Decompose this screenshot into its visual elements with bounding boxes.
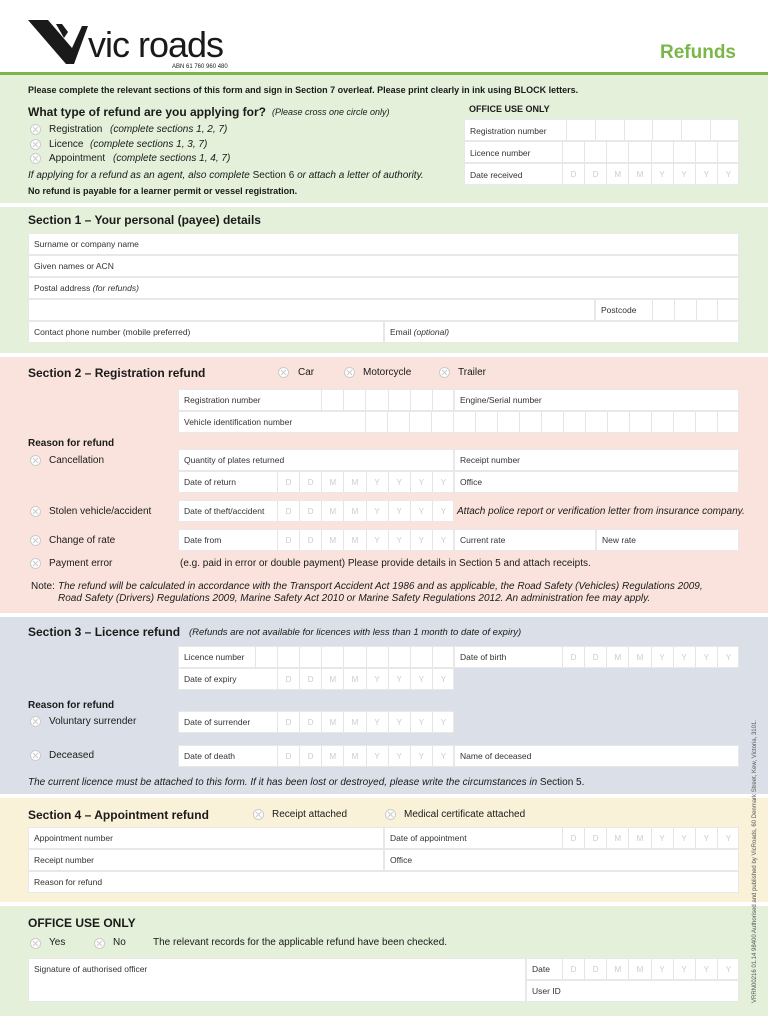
date-of-death-input[interactable]: Date of death D D M M Y Y Y Y xyxy=(178,745,454,767)
officer-signature-input[interactable]: Signature of authorised officer xyxy=(28,958,526,1002)
payment-error-label: Payment error xyxy=(49,558,113,569)
abn: ABN 61 760 960 480 xyxy=(172,64,228,70)
date-cell[interactable]: M xyxy=(343,669,365,689)
date-cell[interactable]: D xyxy=(562,959,584,979)
date-cell[interactable]: M xyxy=(321,501,343,521)
payment-error-note: (e.g. paid in error or double payment) Please provide details in Section 5 and attach receipts. xyxy=(180,558,591,569)
date-cell[interactable]: D xyxy=(584,647,606,667)
date-cell[interactable]: M xyxy=(628,164,650,184)
radio-voluntary-surrender[interactable] xyxy=(30,716,41,727)
date-cell[interactable]: Y xyxy=(651,164,673,184)
date-cell[interactable]: Y xyxy=(695,164,717,184)
option-licence-label: Licence xyxy=(49,139,84,150)
date-cell[interactable]: Y xyxy=(432,530,454,550)
appointment-number-input[interactable]: Appointment number xyxy=(28,827,384,849)
date-cell[interactable]: Y xyxy=(366,530,388,550)
section-1-title: Section 1 – Your personal (payee) details xyxy=(28,213,261,227)
date-cell[interactable]: D xyxy=(277,501,299,521)
receipt-number-input[interactable]: Receipt number xyxy=(454,449,739,471)
date-of-theft-input[interactable]: Date of theft/accident D D M M Y Y Y Y xyxy=(178,500,454,522)
date-cell[interactable]: D xyxy=(562,828,584,848)
radio-cancellation[interactable] xyxy=(30,455,41,466)
date-cell[interactable]: M xyxy=(343,501,365,521)
yes-label: Yes xyxy=(49,937,66,948)
date-cell[interactable]: Y xyxy=(651,828,673,848)
date-cell[interactable]: D xyxy=(584,164,606,184)
form-title: Refunds xyxy=(660,42,736,63)
radio-stolen[interactable] xyxy=(30,506,41,517)
s2-note-line1: The refund will be calculated in accordance with the Transport Accident Act 1986 and as applicable, the Road Safety (Vehicles) Regulations 2009, xyxy=(58,581,703,592)
side-print-code: VRRN00216 01.14 98400 Authorised and published by VicRoads, 60 Denmark Street, Kew, Victoria, 3101. xyxy=(752,720,758,1003)
section-2-title: Section 2 – Registration refund xyxy=(28,366,206,380)
date-cell[interactable]: Y xyxy=(695,828,717,848)
radio-deceased[interactable] xyxy=(30,750,41,761)
radio-appointment[interactable] xyxy=(30,153,41,164)
date-cell[interactable]: Y xyxy=(388,530,410,550)
s2-reason-heading: Reason for refund xyxy=(28,438,115,449)
date-cell[interactable]: Y xyxy=(717,647,739,667)
vicroads-logo xyxy=(28,20,238,72)
date-of-return-input[interactable]: Date of return D D M M Y Y Y Y xyxy=(178,471,454,493)
date-cell[interactable]: Y xyxy=(410,501,432,521)
voluntary-surrender-label: Voluntary surrender xyxy=(49,716,137,727)
change-of-rate-label: Change of rate xyxy=(49,535,116,546)
date-cell[interactable]: Y xyxy=(673,647,695,667)
office-registration-field[interactable]: Registration number xyxy=(464,119,739,141)
office-date-input[interactable]: Date D D M M Y Y Y Y xyxy=(526,958,739,980)
date-cell[interactable]: Y xyxy=(432,746,454,766)
office-use-title-bottom: OFFICE USE ONLY xyxy=(28,916,136,930)
date-cell[interactable]: Y xyxy=(432,501,454,521)
cancellation-label: Cancellation xyxy=(49,455,105,466)
date-cell[interactable]: M xyxy=(321,746,343,766)
radio-no[interactable] xyxy=(94,938,105,949)
current-rate-input[interactable]: Current rate xyxy=(454,529,596,551)
refund-type-hint: (Please cross one circle only) xyxy=(272,107,390,117)
date-cell[interactable]: Y xyxy=(410,712,432,732)
agent-note: If applying for a refund as an agent, also complete Section 6 or attach a letter of authority. xyxy=(28,170,424,181)
date-cell[interactable]: M xyxy=(628,828,650,848)
date-cell[interactable]: D xyxy=(277,472,299,492)
option-registration-label: Registration xyxy=(49,124,103,135)
date-cell[interactable]: Y xyxy=(651,959,673,979)
instructions: Please complete the relevant sections of this form and sign in Section 7 overleaf. Please print clearly in ink using BLOCK letters. xyxy=(28,85,579,95)
name-of-deceased-input[interactable]: Name of deceased xyxy=(454,745,739,767)
date-of-surrender-input[interactable]: Date of surrender D D M M Y Y Y Y xyxy=(178,711,454,733)
date-cell[interactable]: M xyxy=(321,669,343,689)
date-cell[interactable]: Y xyxy=(717,959,739,979)
section-3-title: Section 3 – Licence refund xyxy=(28,625,181,639)
office-licence-field[interactable]: Licence number xyxy=(464,141,739,163)
medical-certificate-label: Medical certificate attached xyxy=(404,809,526,820)
date-cell[interactable]: M xyxy=(606,828,628,848)
date-cell[interactable]: Y xyxy=(695,647,717,667)
date-cell[interactable]: M xyxy=(321,530,343,550)
date-cell[interactable]: D xyxy=(562,647,584,667)
date-cell[interactable]: Y xyxy=(388,669,410,689)
date-cell[interactable]: Y xyxy=(388,472,410,492)
date-cell[interactable]: Y xyxy=(651,647,673,667)
refund-type-question: What type of refund are you applying for? xyxy=(28,105,267,119)
date-cell[interactable]: Y xyxy=(410,669,432,689)
motorcycle-label: Motorcycle xyxy=(363,367,412,378)
office-input[interactable]: Office xyxy=(454,471,739,493)
office-date-received-field[interactable]: Date received D D M M Y Y Y Y xyxy=(464,163,739,185)
appointment-date-input[interactable]: Date of appointment D D M M Y Y Y Y xyxy=(384,827,739,849)
date-cell[interactable]: M xyxy=(343,712,365,732)
radio-medical-certificate[interactable] xyxy=(385,809,396,820)
date-cell[interactable]: M xyxy=(628,647,650,667)
radio-motorcycle[interactable] xyxy=(344,367,355,378)
date-cell[interactable]: Y xyxy=(695,959,717,979)
stolen-label: Stolen vehicle/accident xyxy=(49,506,152,517)
date-cell[interactable]: Y xyxy=(366,472,388,492)
radio-receipt-attached[interactable] xyxy=(253,809,264,820)
no-refund-note: No refund is payable for a learner permit or vessel registration. xyxy=(28,186,298,196)
postal-address-input[interactable]: Postal address (for refunds) xyxy=(28,277,739,299)
new-rate-input[interactable]: New rate xyxy=(596,529,739,551)
no-label: No xyxy=(113,937,126,948)
option-appointment-label: Appointment xyxy=(49,153,106,164)
option-appointment-hint: (complete sections 1, 4, 7) xyxy=(113,153,231,164)
registration-number-input[interactable]: Registration number xyxy=(178,389,454,411)
radio-registration[interactable] xyxy=(30,124,41,135)
deceased-label: Deceased xyxy=(49,750,95,761)
date-cell[interactable]: D xyxy=(299,669,321,689)
s3-reason-heading: Reason for refund xyxy=(28,700,115,711)
date-cell[interactable]: Y xyxy=(366,501,388,521)
date-cell[interactable]: Y xyxy=(432,669,454,689)
date-of-expiry-input[interactable]: Date of expiry D D M M Y Y Y Y xyxy=(178,668,454,690)
postcode-input[interactable]: Postcode xyxy=(595,299,739,321)
date-cell[interactable]: D xyxy=(277,712,299,732)
email-input[interactable]: Email (optional) xyxy=(384,321,739,343)
section-3-band xyxy=(0,617,768,794)
date-cell[interactable]: D xyxy=(562,164,584,184)
date-cell[interactable]: Y xyxy=(410,530,432,550)
vicroads-logo-mark-icon xyxy=(28,20,90,66)
date-cell[interactable]: Y xyxy=(673,959,695,979)
records-checked-note: The relevant records for the applicable refund have been checked. xyxy=(153,937,448,948)
radio-yes[interactable] xyxy=(30,938,41,949)
date-cell[interactable]: M xyxy=(606,164,628,184)
date-cell[interactable]: Y xyxy=(410,472,432,492)
date-cell[interactable]: Y xyxy=(366,712,388,732)
date-cell[interactable]: Y xyxy=(432,712,454,732)
date-cell[interactable]: Y xyxy=(717,164,739,184)
date-cell[interactable]: Y xyxy=(388,501,410,521)
brand-name: vic roads xyxy=(88,24,224,65)
car-label: Car xyxy=(298,367,315,378)
date-cell[interactable]: D xyxy=(277,530,299,550)
date-cell[interactable]: M xyxy=(343,530,365,550)
phone-input[interactable]: Contact phone number (mobile preferred) xyxy=(28,321,384,343)
date-cell[interactable]: Y xyxy=(673,164,695,184)
date-cell[interactable]: M xyxy=(606,647,628,667)
date-cell[interactable]: D xyxy=(277,746,299,766)
date-cell[interactable]: D xyxy=(299,746,321,766)
date-from-input[interactable]: Date from D D M M Y Y Y Y xyxy=(178,529,454,551)
given-names-input[interactable]: Given names or ACN xyxy=(28,255,739,277)
plates-returned-input[interactable]: Quantity of plates returned xyxy=(178,449,454,471)
date-of-birth-input[interactable]: Date of birth D D M M Y Y Y Y xyxy=(454,646,739,668)
office-use-title-top: OFFICE USE ONLY xyxy=(469,104,550,114)
date-cell[interactable]: Y xyxy=(366,746,388,766)
date-cell[interactable]: M xyxy=(343,472,365,492)
date-cell[interactable]: M xyxy=(606,959,628,979)
trailer-label: Trailer xyxy=(458,367,486,378)
date-cell[interactable]: Y xyxy=(366,669,388,689)
section-3-note: The current licence must be attached to this form. If it has been lost or destroyed, please write the circumstances in Section 5. xyxy=(28,777,585,788)
s4-office-input[interactable]: Office xyxy=(384,849,739,871)
receipt-attached-label: Receipt attached xyxy=(272,809,348,820)
s4-reason-input[interactable]: Reason for refund xyxy=(28,871,739,893)
radio-trailer[interactable] xyxy=(439,367,450,378)
s4-receipt-number-input[interactable]: Receipt number xyxy=(28,849,384,871)
date-cell[interactable]: D xyxy=(299,472,321,492)
s2-note-label: Note: xyxy=(31,581,55,592)
radio-licence[interactable] xyxy=(30,139,41,150)
option-registration-hint: (complete sections 1, 2, 7) xyxy=(110,124,228,135)
date-cell[interactable]: M xyxy=(321,712,343,732)
engine-serial-input[interactable]: Engine/Serial number xyxy=(454,389,739,411)
radio-change-of-rate[interactable] xyxy=(30,535,41,546)
date-cell[interactable]: D xyxy=(299,530,321,550)
date-cell[interactable]: D xyxy=(277,669,299,689)
surname-input[interactable]: Surname or company name xyxy=(28,233,739,255)
licence-number-input[interactable]: Licence number xyxy=(178,646,454,668)
date-cell[interactable]: D xyxy=(584,959,606,979)
date-cell[interactable]: Y xyxy=(432,472,454,492)
vin-input[interactable]: Vehicle identification number xyxy=(178,411,739,433)
date-cell[interactable]: D xyxy=(299,501,321,521)
s2-note-line2: Road Safety (Drivers) Regulations 2009, Marine Safety Act 2010 or Marine Safety Regulations 2012. An administration fee may apply. xyxy=(58,593,651,604)
user-id-input[interactable]: User ID xyxy=(526,980,739,1002)
date-cell[interactable]: Y xyxy=(410,746,432,766)
date-cell[interactable]: D xyxy=(299,712,321,732)
date-cell[interactable]: M xyxy=(321,472,343,492)
postal-address-line2-input[interactable] xyxy=(28,299,595,321)
date-cell[interactable]: M xyxy=(343,746,365,766)
date-cell[interactable]: D xyxy=(584,828,606,848)
section-3-hint: (Refunds are not available for licences with less than 1 month to date of expiry) xyxy=(189,627,522,638)
date-cell[interactable]: Y xyxy=(388,712,410,732)
date-cell[interactable]: Y xyxy=(717,828,739,848)
radio-payment-error[interactable] xyxy=(30,558,41,569)
option-licence-hint: (complete sections 1, 3, 7) xyxy=(90,139,208,150)
date-cell[interactable]: M xyxy=(628,959,650,979)
section-4-title: Section 4 – Appointment refund xyxy=(28,808,209,822)
police-note: Attach police report or verification letter from insurance company. xyxy=(457,506,745,517)
radio-car[interactable] xyxy=(278,367,289,378)
date-cell[interactable]: Y xyxy=(673,828,695,848)
date-cell[interactable]: Y xyxy=(388,746,410,766)
